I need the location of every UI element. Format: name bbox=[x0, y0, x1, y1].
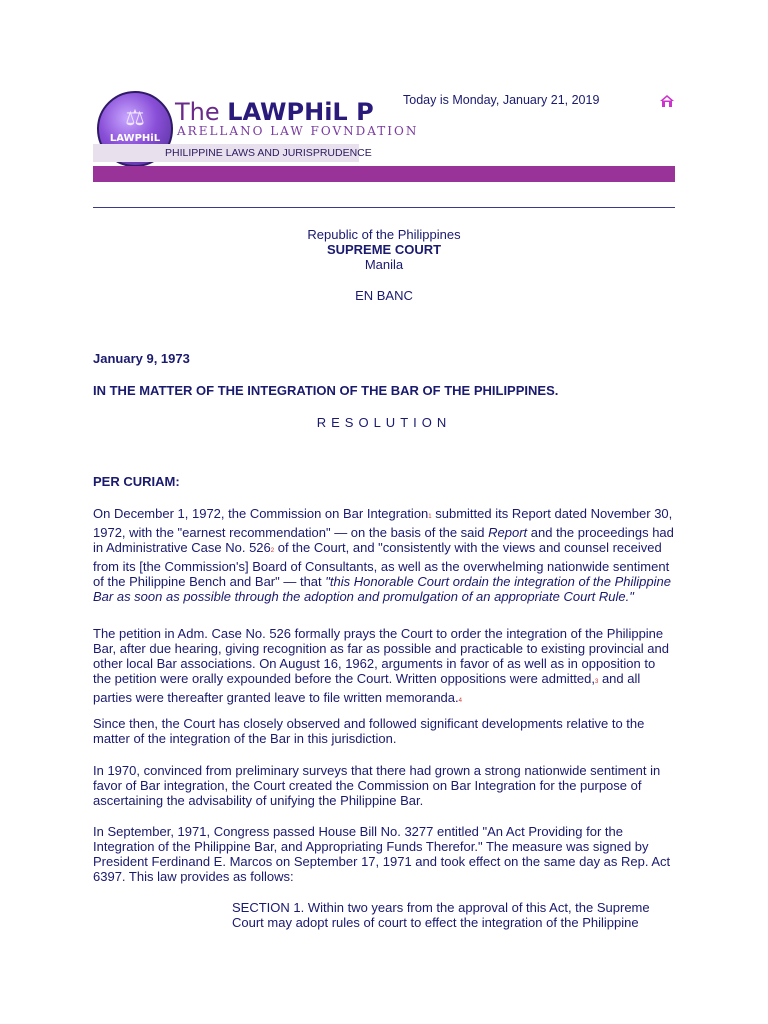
p2-text-b: and all parties were thereafter granted leave to file written memoranda. bbox=[93, 671, 641, 705]
p1-text-c: and the proceedings had in Administrative Case No. 526 bbox=[93, 525, 674, 555]
p1-text-a: On December 1, 1972, the Commission on Bar Integration bbox=[93, 506, 429, 521]
division: EN BANC bbox=[355, 288, 413, 303]
decision-date: January 9, 1973 bbox=[93, 351, 190, 366]
republic-line: Republic of the Philippines bbox=[307, 227, 461, 242]
paragraph-5: In September, 1971, Congress passed House Bill No. 3277 entitled "An Act Providing for the Integration of the Philippine Bar, and Appropriating Funds Therefor." The measure was signed by President Ferdinand E. Marcos on September 17, 1971 and took effect on the same day as Rep. Act 6397. This law provides as follows: bbox=[93, 824, 671, 884]
footnote-link-1[interactable]: 1 bbox=[428, 514, 432, 520]
current-date: Today is Monday, January 21, 2019 bbox=[403, 93, 600, 107]
logo-text: LAWPHiL bbox=[109, 133, 161, 144]
p1-quote: "this Honorable Court ordain the integration of the Philippine Bar as soon as possible through the adoption and promulgation of an appropriate Court Rule." bbox=[93, 574, 671, 604]
paragraph-2 bbox=[93, 626, 675, 709]
court-name: SUPREME COURT bbox=[326, 242, 442, 257]
scales-of-justice-icon: ⚖ bbox=[125, 106, 145, 131]
section-1-quote: SECTION 1. Within two years from the approval of this Act, the Supreme Court may adopt rules of court to effect the integration of the Philippine bbox=[232, 900, 650, 930]
per-curiam: PER CURIAM: bbox=[93, 474, 180, 489]
resolution-heading: RESOLUTION bbox=[316, 415, 452, 430]
divider bbox=[93, 207, 675, 208]
tagline-bar bbox=[93, 144, 372, 162]
home-icon[interactable] bbox=[659, 93, 675, 109]
footnote-link-3[interactable]: 3 bbox=[595, 679, 599, 685]
p1-text-b: submitted its Report dated November 30, 1972, with the "earnest recommendation" — on the basis of the said bbox=[93, 506, 673, 540]
p2-text-a: The petition in Adm. Case No. 526 formally prays the Court to order the integration of the Philippine Bar, after due hearing, giving recognition as far as possible and practicable to existing provincial and other local Bar associations. On August 16, 1962, arguments in favor of as well as in opposition to the petition were orally expounded before the Court. Written oppositions were admitted, bbox=[93, 626, 669, 686]
p1-text-d: of the Court, and "consistently with the views and counsel received from its [the Commission's] Board of Consultants, as well as the overwhelming nationwide sentiment of the Philippine Bench and Bar" — that bbox=[93, 540, 670, 589]
footnote-link-4[interactable]: 4 bbox=[458, 698, 462, 704]
paragraph-4: In 1970, convinced from preliminary surveys that there had grown a strong nationwide sentiment in favor of Bar integration, the Court created the Commission on Bar Integration for the purpose of ascertaining the advisability of unifying the Philippine Bar. bbox=[93, 763, 661, 808]
paragraph-1 bbox=[93, 506, 675, 604]
footnote-link-2[interactable]: 2 bbox=[270, 548, 275, 554]
foundation-name: ARELLANO LAW FOVNDATION bbox=[177, 124, 419, 138]
p1-report: Report bbox=[488, 525, 528, 540]
case-title: IN THE MATTER OF THE INTEGRATION OF THE BAR OF THE PHILIPPINES. bbox=[93, 383, 559, 398]
tagline: PHILIPPINE LAWS AND JURISPRUDENCE bbox=[165, 147, 372, 159]
brand-the: The bbox=[175, 98, 228, 126]
brand-name: LAWPHiL P bbox=[227, 98, 374, 126]
court-city: Manila bbox=[364, 257, 404, 272]
paragraph-3: Since then, the Court has closely observed and followed significant developments relative to the matter of the integration of the Bar in this jurisdiction. bbox=[93, 716, 645, 746]
header-accent-bar bbox=[93, 166, 675, 182]
